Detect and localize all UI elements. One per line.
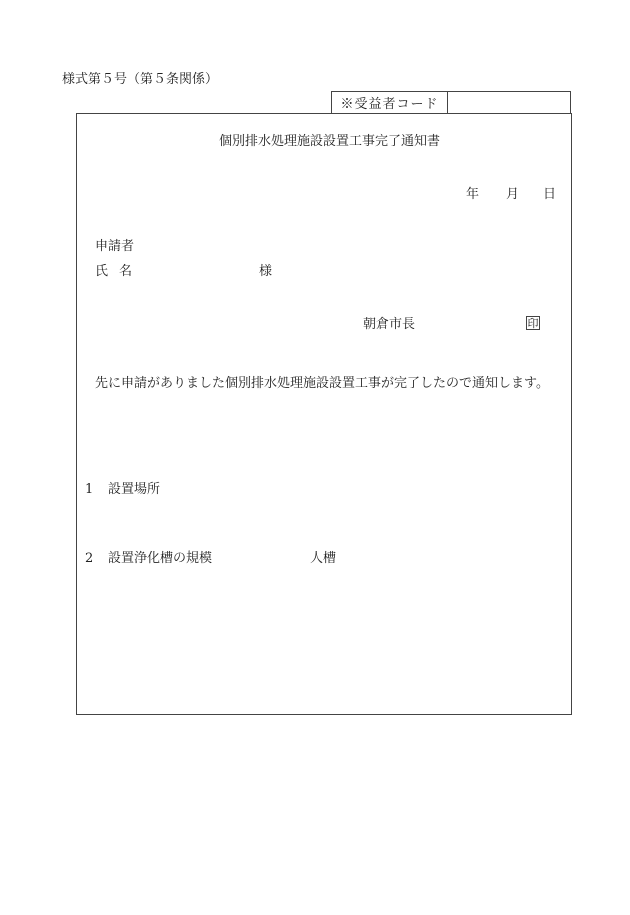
form-number: 様式第５号（第５条関係） [62,72,219,87]
item-unit-person-tank: 人槽 [310,551,337,566]
seal-icon: 印 [527,316,539,330]
beneficiary-code-label: ※受益者コード [332,92,448,113]
mayor-title: 朝倉市長 [363,317,416,332]
item-installation-location-label: 設置場所 [108,482,161,497]
document-frame [76,113,572,715]
notice-body-text: 先に申請がありました個別排水処理施設設置工事が完了したので通知します。 [95,376,549,391]
applicant-name-label: 氏名 [95,264,144,279]
date-month-label: 月 [506,187,520,202]
item-number: 1 [85,482,94,497]
beneficiary-code-box [331,91,571,113]
item-number: 2 [85,551,94,566]
date-day-label: 日 [543,187,557,202]
date-year-label: 年 [466,187,480,202]
honorific-sama: 様 [259,264,273,279]
item-septic-tank-scale-label: 設置浄化槽の規模 [108,551,213,566]
document-title: 個別排水処理施設設置工事完了通知書 [219,134,441,149]
beneficiary-code-field[interactable] [448,92,570,113]
applicant-heading: 申請者 [95,239,135,254]
